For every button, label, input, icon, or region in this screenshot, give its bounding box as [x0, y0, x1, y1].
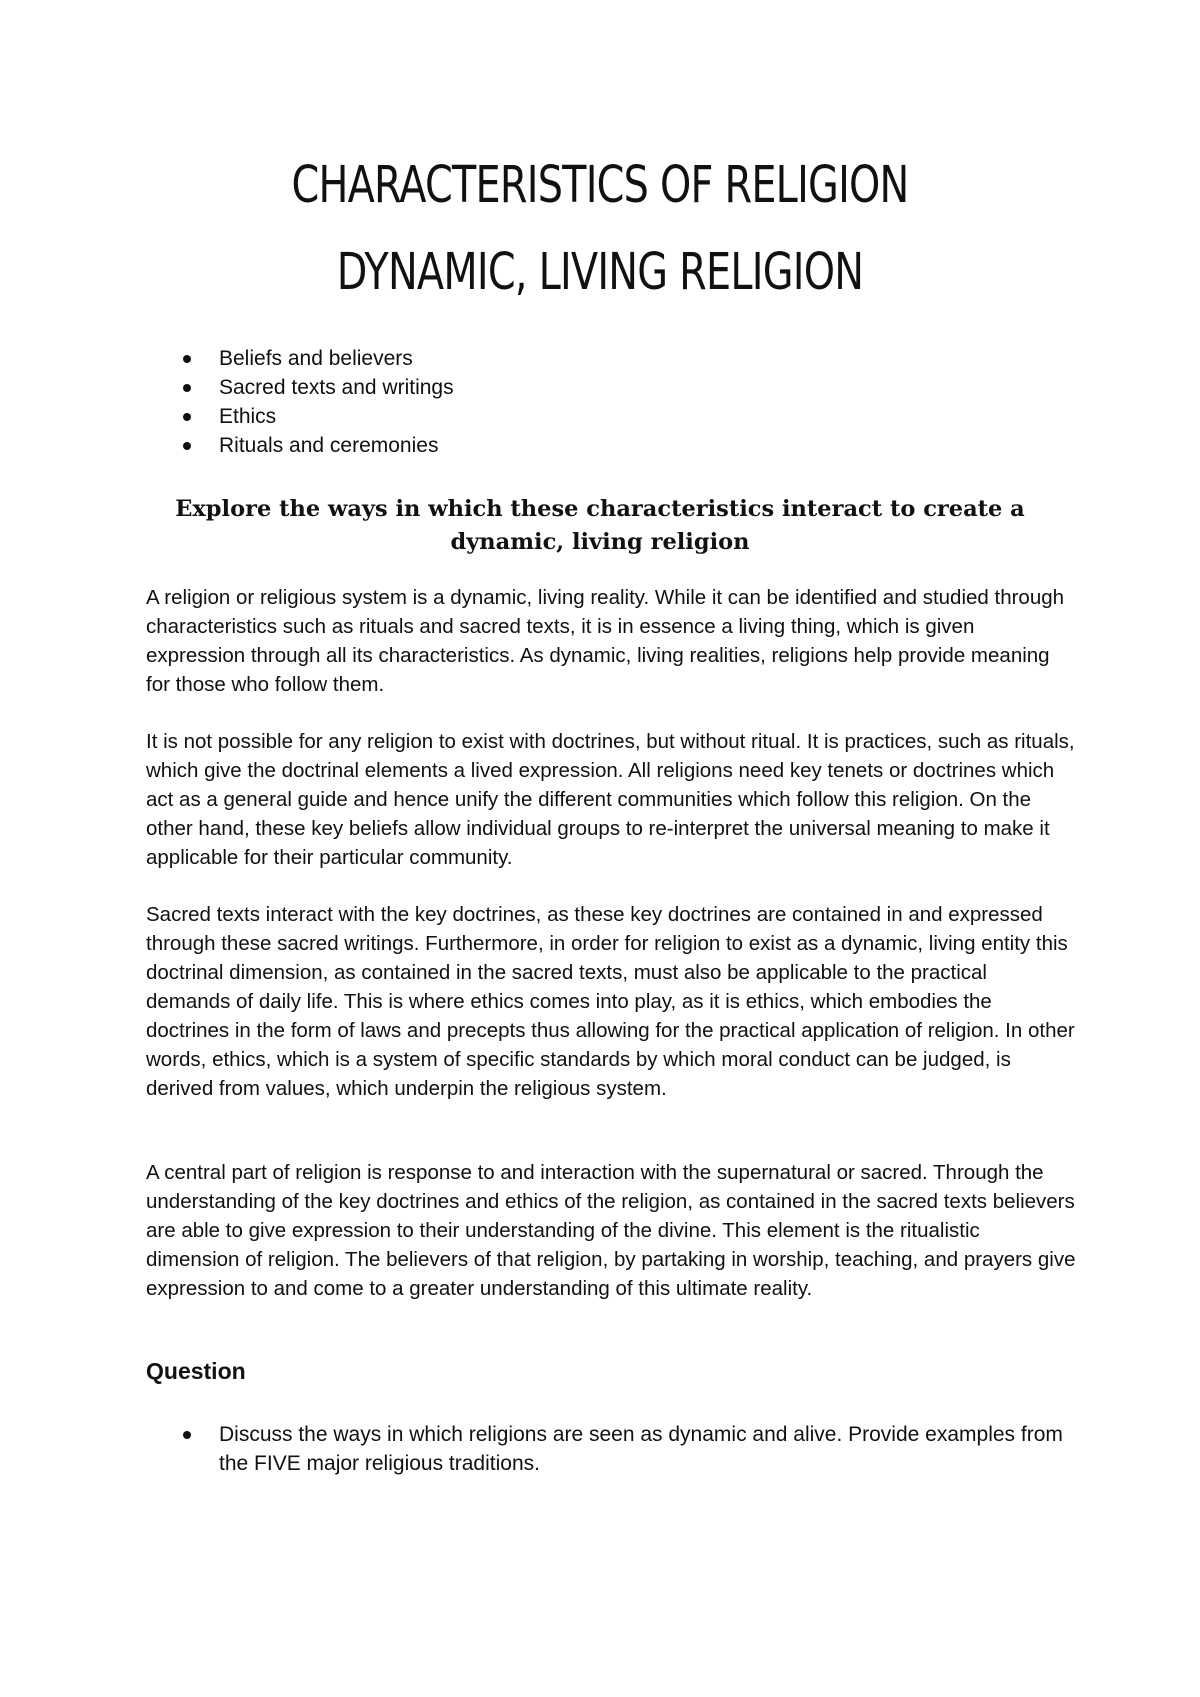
list-item — [183, 431, 454, 460]
list-item-label: Rituals and ceremonies — [219, 434, 439, 457]
paragraph-2: It is not possible for any religion to exist with doctrines, but without ritual. It is practices, such as rituals, which give the doctrinal elements a lived expression. All religions need key tenets or doctrines which act as a general guide and hence unify the different communities which follow this religion. On the other hand, these key beliefs allow individual groups to re-interpret the universal meaning to make it applicable for their particular community. — [146, 730, 1075, 869]
list-item — [183, 373, 454, 402]
list-item-label: Ethics — [219, 405, 277, 428]
paragraph-4: A central part of religion is response to and interaction with the supernatural or sacred. Through the understanding of the key doctrines and ethics of the religion, as contained in the sacred texts believers are able to give expression to their understanding of the divine. This element is the ritualistic dimension of religion. The believers of that religion, by partaking in worship, teaching, and prayers give expression to and come to a greater understanding of this ultimate reality. — [146, 1161, 1076, 1300]
list-item — [183, 344, 454, 373]
question-heading: Question — [146, 1358, 246, 1384]
question-text: Discuss the ways in which religions are seen as dynamic and alive. Provide examples from the FIVE major religious traditions. — [219, 1423, 1063, 1475]
document-title — [0, 142, 1200, 316]
subheading: Explore the ways in which these characteristics interact to create a dynamic, living religion — [175, 496, 1025, 555]
list-item-label: Beliefs and believers — [219, 347, 413, 370]
bullet-icon — [183, 1431, 191, 1439]
title-line-1: CHARACTERISTICS OF RELIGION — [291, 156, 909, 215]
bullet-icon — [183, 355, 191, 363]
list-item — [183, 402, 454, 431]
paragraph-3: Sacred texts interact with the key doctrines, as these key doctrines are contained in and expressed through these sacred writings. Furthermore, in order for religion to exist as a dynamic, living entity this doctrinal dimension, as contained in the sacred texts, must also be applicable to the practical demands of daily life. This is where ethics comes into play, as it is ethics, which embodies the doctrines in the form of laws and precepts thus allowing for the practical application of religion. In other words, ethics, which is a system of specific standards by which moral conduct can be judged, is derived from values, which underpin the religious system. — [146, 903, 1075, 1100]
bullet-icon — [183, 442, 191, 450]
list-item — [183, 1420, 1063, 1478]
list-item-label: Sacred texts and writings — [219, 376, 454, 399]
question-list — [183, 1420, 1063, 1478]
characteristics-list — [183, 344, 454, 460]
paragraph-1: A religion or religious system is a dynamic, living reality. While it can be identified and studied through characteristics such as rituals and sacred texts, it is in essence a living thing, which is given expression through all its characteristics. As dynamic, living realities, religions help provide meaning for those who follow them. — [146, 586, 1065, 696]
bullet-icon — [183, 413, 191, 421]
bullet-icon — [183, 384, 191, 392]
title-line-2: DYNAMIC, LIVING RELIGION — [336, 243, 864, 302]
